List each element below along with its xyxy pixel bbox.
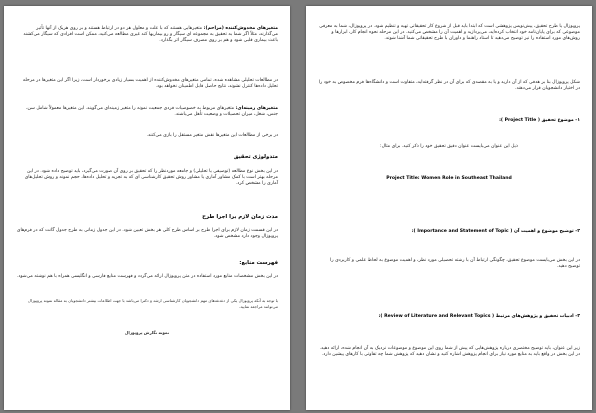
heading-project-title: ۱- موضوع تحقیق ( Project Title ): (499, 118, 580, 123)
paragraph-methodology: در این بخش نوع مطالعه (توصیفی یا تحلیلی) و جامعه موردنظر را که تحقیق بر روی آن صورت می‌گیرد، باید توضیح داده شود. در این مرحله بهتر است با کمک مشاور آماری یا مشاور روش تحقیق کارشناسی ‌ای که به تجزیه و تحلیل داده‌ها، حجم نمونه و روش تحلیل‌های آماری را مشخص کرد. (24, 169, 278, 187)
paragraph-project-title-desc: ذیل این عنوان می‌بایست عنوان دقیق تحقیق خود را ذکر کنید. برای مثال: (380, 144, 518, 149)
text-confounders: متغیرهایی هستند که با علت و معلول هر دو در ارتباط هستند و بر روی هریک از آنها تأثیر می‌گذارند، مثلاً اگر شما به تحقیق به مجموعه ‌ای سیگار و رو بیماریها کند غیری مطالعه می‌کنید، ممکن است افرادی که سیگار می‌کشند باعث بیماری قلبی شود و هم بر روی مصرف سیگار اثر بگذارد. (23, 26, 278, 44)
paragraph-references: در این بخش مشخصات منابع مورد استفاده در متن پروپوزال ارائه می‌گردد و فهرست منابع فارسی و انگلیسی همراه با هم نوشته می‌شود. (16, 274, 278, 279)
footnote: با توجه به آنکه پروپوزال یکی از دغدغه‌های مهم دانشجویان کارشناسی ارشد و دکترا می‌باشد با جهت اطلاعات بیشتر دانشجویان به مقاله نمونه پروپوزال می‌توانند مراجعه نمایید. (27, 298, 278, 310)
term-confounders: متغیرهای مخدوش‌کننده (مزاحم): (203, 26, 278, 31)
paragraph-duration: در این قسمت زمان لازم برای اجرا طرح بر اساس طرح کلی هر بخش تعیین شود. در این جدول زمانی به طرح جدول گانت که در فرم‌های پروپوزال وجود دارد مشخص شود. (16, 228, 278, 240)
paragraph-background-vars (16, 106, 278, 132)
heading-references: فهرست منابع: (239, 260, 278, 266)
document-page-left (4, 6, 290, 410)
paragraph-analysis: در مطالعات تحلیلی مشاهده شده، تمامی متغیرهای مخدوش‌کننده از اهمیت بسیار زیادی برخوردار است، زیرا اگر این متغیرها در مرحله تحلیل داده‌ها کنترل نشوند، نتایج حاصل قابل اطمینان نخواهد بود. (22, 78, 278, 90)
paragraph-confounders (16, 26, 278, 74)
paragraph-independent-var: در برخی از مطالعات این متغیرها نقش متغیر مستقل را بازی می‌کنند. (146, 133, 278, 138)
paragraph-intro: پروپوزال یا طرح تحقیق، پیش‌نویس پژوهشی است که ابتدا باید قبل از شروع کار تحقیقاتی تهیه و تنظیم شود. در پروپوزال، شما به معرفی موضوعی که برای پایان‌نامه خود انتخاب کرده‌اید، می‌پردازید و اهمیت آن را مشخص می‌کنید. در این مرحله نحوه انجام کار، ابزارها و روش‌های مورد استفاده را نیز توضیح می‌دهید تا استاد راهنما و داوران با طرح تحقیقاتی شما آشنا شوند. (319, 24, 580, 42)
text-background-vars: متغیرهای مربوط به خصوصیات فردی جمعیت نمونه را متغیر زمینه‌ای می‌گویند. این متغیرها معمولاً شامل سن، جنس، شغل، میزان تحصیلات و وضعیت تأهل می‌باشند. (26, 106, 278, 118)
heading-duration: مدت زمان لازم برا اجرا طرح (202, 214, 278, 220)
term-background-vars: متغیرهای زمینه‌ای: (235, 106, 278, 111)
heading-importance: ۲- توضیح موضوع و اهمیت آن ( Importance and Statement of Topic ): (411, 229, 580, 234)
paragraph-format: شکل پروپوزال بنا بر هدفی که از آن دارید و یا به مقصدی که برای آن در نظر گرفته‌اید، متفاوت است و دانشگاه‌ها فرم مخصوص به خود را در اختیار دانشجویان قرار می‌دهند. (318, 80, 580, 92)
paragraph-importance: در این بخش می‌بایست موضوع تحقیق، چگونگی ارتباط آن با رشته تحصیلی مورد نظر، و اهمیت موضوع به لحاظ علمی و کاربردی را توضیح دهید. (330, 258, 580, 270)
paragraph-literature-review: زیر این عنوان، باید توضیح مختصری درباره پژوهش‌هایی که پیش از شما روی این موضوع و موضوعات نزدیک به آن انجام شده، ارائه دهید. در این بخش در واقع باید به منابع مورد نیاز برای انجام پژوهش اشاره کنید و نشان دهید که پژوهش شما چه تفاوتی با کارهای پیشین دارد. (319, 346, 580, 358)
page-footer-caption: نمونه نگارش پروپوزال (124, 330, 170, 335)
heading-literature-review: ۳- ادبیات تحقیق و پژوهش‌های مرتبط ( Review of Literature and Relevant Topics ): (378, 314, 580, 319)
heading-methodology: متدولوژی تحقیق (233, 154, 278, 160)
document-page-right (306, 6, 592, 410)
example-project-title: Project Title: Women Role in Southeast Thailand (386, 176, 512, 181)
